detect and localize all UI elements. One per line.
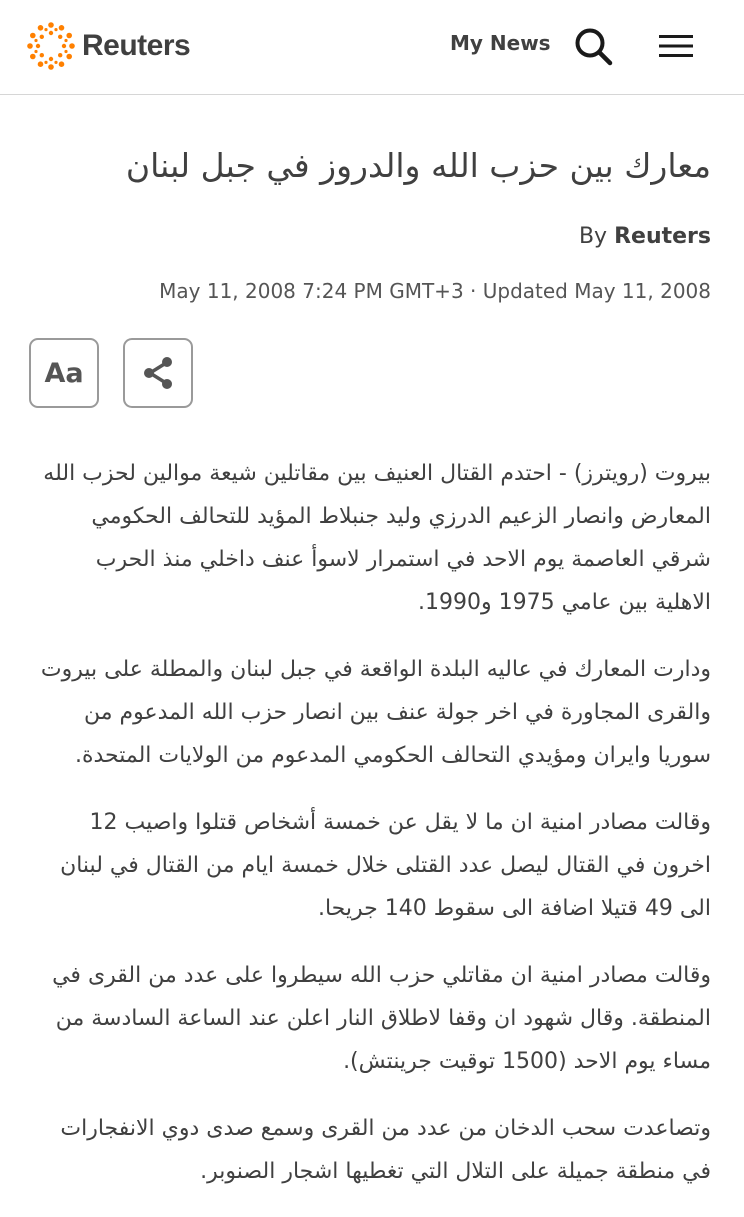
hamburger-menu-icon (656, 28, 696, 64)
my-news-link[interactable]: My News (450, 31, 551, 55)
byline (579, 224, 711, 249)
article-paragraph: وقالت مصادر امنية ان ما لا يقل عن خمسة أشخاص قتلوا واصيب 12 اخرون في القتال ليصل عدد القتلى خلال خمسة ايام من القتال في لبنان الى 49 قتيلا اضافة الى سقوط 140 جريحا. (60, 810, 711, 921)
byline-author[interactable]: Reuters (614, 224, 711, 249)
article-paragraph: وقالت مصادر امنية ان مقاتلي حزب الله سيطروا على عدد من القرى في المنطقة. وقال شهود ان وقفا لاطلاق النار اعلن عند الساعة السادسة من مساء يوم الاحد (1500 توقيت جرينتش). (52, 963, 711, 1074)
site-header (0, 0, 744, 95)
share-button[interactable] (123, 338, 193, 408)
font-size-button[interactable] (29, 338, 99, 408)
reuters-logo[interactable] (26, 20, 190, 72)
search-button[interactable] (572, 24, 616, 68)
article-paragraph: ودارت المعارك في عاليه البلدة الواقعة في جبل لبنان والمطلة على بيروت والقرى المجاورة في اخر جولة عنف بين انصار حزب الله المدعوم من سوريا وايران ومؤيدي التحالف الحكومي المدعوم من الولايات المتحدة. (40, 657, 711, 768)
article-body (35, 452, 711, 1217)
search-icon (572, 24, 616, 68)
font-size-button-label: Aa (44, 357, 84, 389)
brand-name: Reuters (82, 29, 191, 62)
reuters-logo-icon (26, 21, 76, 71)
byline-prefix: By (578, 224, 608, 249)
article-paragraph: وتصاعدت سحب الدخان من عدد من القرى وسمع صدى دوي الانفجارات في منطقة جميلة على التلال التي تغطيها اشجار الصنوبر. (60, 1116, 711, 1184)
menu-button[interactable] (656, 28, 696, 64)
share-icon (138, 353, 178, 393)
article-paragraph: بيروت (رويترز) - احتدم القتال العنيف بين مقاتلين شيعة موالين لحزب الله المعارض وانصار الزعيم الدرزي وليد جنبلاط المؤيد للتحالف الحكومي شرقي العاصمة يوم الاحد في استمرار لاسوأ عنف داخلي منذ الحرب الاهلية بين عامي 1975 و1990. (43, 461, 711, 615)
dateline: May 11, 2008 7:24 PM GMT+3 · Updated May 11, 2008 (159, 279, 711, 303)
article-headline: معارك بين حزب الله والدروز في جبل لبنان (125, 146, 711, 185)
